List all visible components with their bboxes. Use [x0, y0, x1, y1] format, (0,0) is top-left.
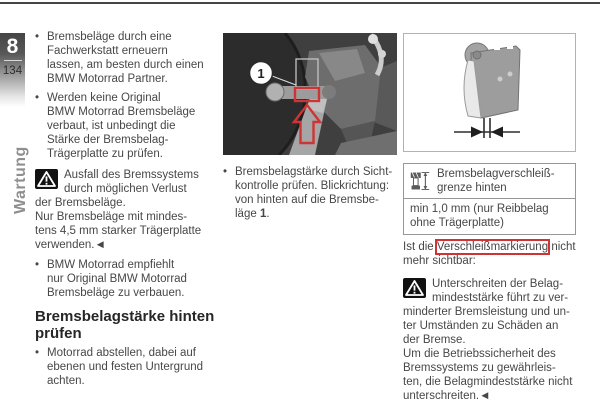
spec-value-row [404, 199, 575, 234]
list-item-text: BMW Motorrad empfiehlt nur Original BMW Motorrad Bremsbeläge zu verbauen. [47, 259, 187, 299]
bullet-dot: • [35, 259, 40, 271]
chapter-tab [0, 33, 25, 107]
bullet-dot: • [35, 31, 40, 43]
column-middle [223, 33, 397, 226]
list-item [35, 30, 225, 86]
wear-note-line2: mehr sichtbar: [403, 255, 476, 267]
callout-number: 1 [257, 66, 265, 81]
caption-ref-number: 1 [259, 208, 267, 220]
photo-caption [223, 165, 397, 221]
spec-title: Bremsbelagverschleiß- grenze hinten [437, 168, 555, 194]
list-item-text: Bremsbeläge durch eine Fachwerkstatt erneuern lassen, am besten durch einen BMW Motorrad Partner. [47, 31, 204, 85]
highlighted-term: Verschleißmarkierung [436, 241, 549, 253]
warning-icon [35, 169, 58, 189]
bullet-dot: • [35, 92, 40, 104]
measure-arrow-left [471, 127, 483, 138]
wear-marking-note [403, 240, 576, 268]
caption-last-line: läge 1. [235, 208, 270, 220]
warning-icon [403, 278, 426, 298]
column-right [403, 33, 576, 409]
warning-text: Ausfall des Bremssystems durch möglichen Verlust der Bremsbeläge. Nur Bremsbeläge mit mindes- tens 4,5 mm starker Trägerplatte verwenden.◄ [35, 169, 202, 251]
spec-value: min 1,0 mm (nur Reibbelag ohne Trägerplatte) [410, 203, 549, 229]
warning-text: Unterschreiten der Belag- mindeststärke führt zu ver- minderter Bremsleistung und un- ter Umständen zu Schäden an der Bremse. Um die Betriebssicherheit des Bremssystems zu gewährleis- ten, die Belagmindeststärke nicht unterschreiten.◄ [403, 278, 573, 402]
brake-pad-drawing [404, 34, 575, 151]
wear-limit-spec-box [403, 163, 576, 235]
page-number: 134 [2, 65, 23, 77]
list-item [35, 346, 225, 388]
brake-caliper-photo [223, 33, 397, 155]
chapter-number: 8 [6, 35, 19, 58]
chapter-divider [4, 60, 22, 61]
spec-title-row [404, 164, 575, 199]
list-item [35, 91, 225, 161]
wear-limit-icon [410, 168, 430, 194]
bullet-dot: • [223, 166, 228, 178]
brake-pad-illustration [403, 33, 576, 152]
chapter-title-vertical: Wartung [12, 146, 29, 214]
wear-note-line1: Ist die Verschleißmarkierung nicht [403, 241, 576, 253]
top-rule [0, 2, 600, 4]
column-left [35, 30, 225, 393]
list-item-text: Motorrad abstellen, dabei auf ebenen und festen Untergrund achten. [47, 347, 204, 387]
list-item [35, 258, 225, 300]
warning-block [35, 168, 225, 252]
bullet-dot: • [35, 347, 40, 359]
caption-text: Bremsbelagstärke durch Sicht- kontrolle prüfen. Blickrichtung: von hinten auf die Bremsbe- [235, 166, 393, 206]
list-item-text: Werden keine Original BMW Motorrad Bremsbeläge verbaut, ist unbedingt die Stärke der Bremsbelag- Trägerplatte zu prüfen. [47, 92, 196, 160]
warning-block [403, 277, 576, 403]
section-heading: Bremsbelagstärke hinten prüfen [35, 308, 215, 342]
measure-arrow-right [491, 127, 503, 138]
